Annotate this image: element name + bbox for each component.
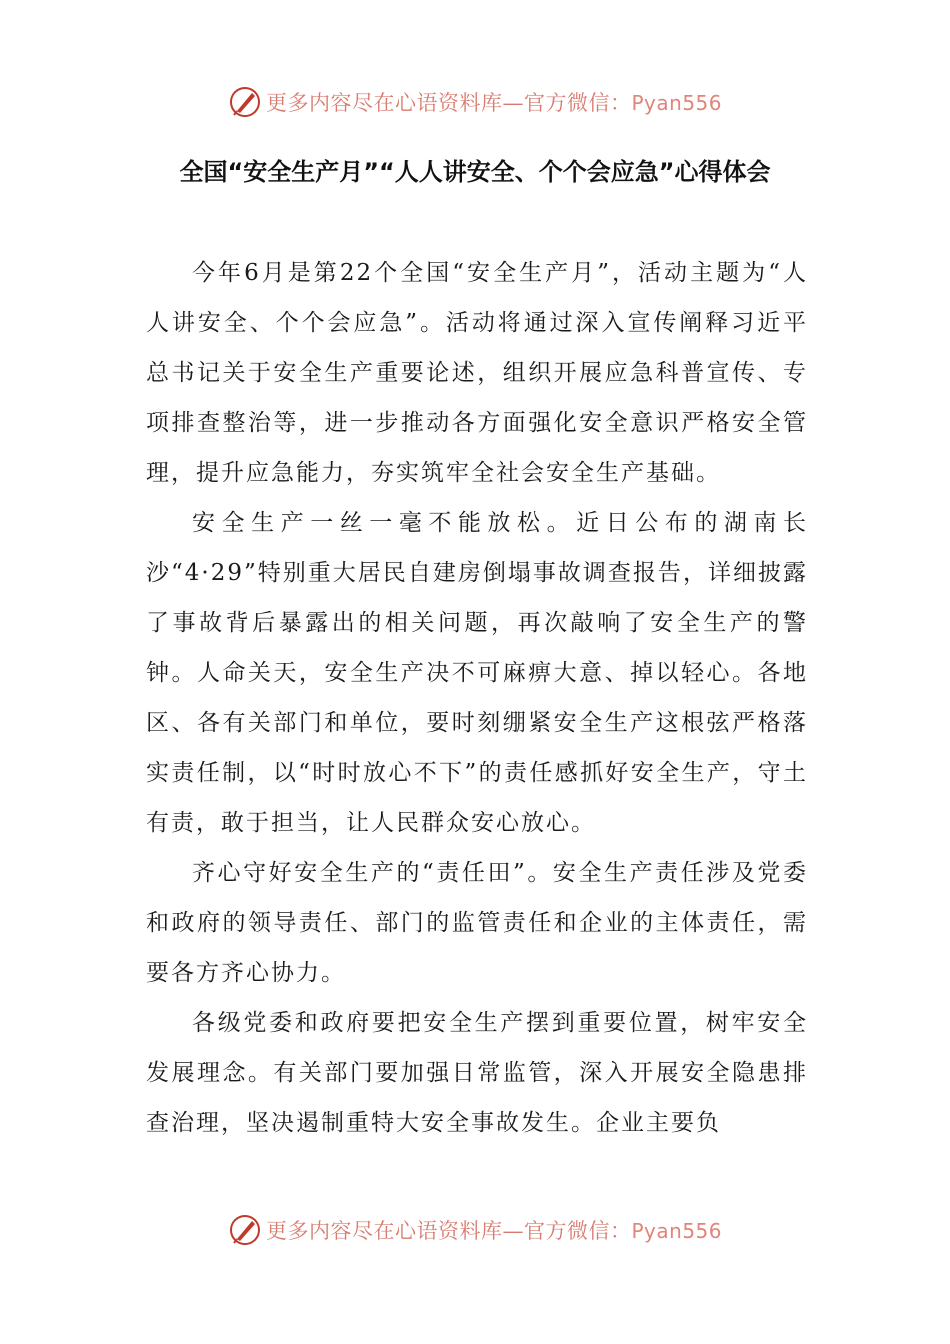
paragraph: 齐心守好安全生产的“责任田”。安全生产责任涉及党委和政府的领导责任、部门的监管责任和企业的主体责任，需要各方齐心协力。 (146, 860, 808, 986)
paragraph: 各级党委和政府要把安全生产摆到重要位置，树牢安全发展理念。有关部门要加强日常监管，深入开展安全隐患排查治理，坚决遏制重特大安全事故发生。企业主要负 (146, 1010, 808, 1136)
document-title: 全国“安全生产月”“人人讲安全、个个会应急”心得体会 (179, 158, 771, 186)
quill-logo-icon (228, 1213, 262, 1247)
header-watermark-banner (0, 82, 950, 122)
banner-text: 更多内容尽在心语资料库—官方微信：Pyan556 (265, 91, 722, 115)
paragraph: 安全生产一丝一毫不能放松。近日公布的湖南长沙“4·29”特别重大居民自建房倒塌事故调查报告，详细披露了事故背后暴露出的相关问题，再次敲响了安全生产的警钟。人命关天，安全生产决不可麻痹大意、掉以轻心。各地区、各有关部门和单位，要时刻绷紧安全生产这根弦严格落实责任制，以“时时放心不下”的责任感抓好安全生产，守土有责，敢于担当，让人民群众安心放心。 (146, 510, 808, 836)
banner-text: 更多内容尽在心语资料库—官方微信：Pyan556 (265, 1219, 722, 1243)
footer-watermark-banner (0, 1210, 950, 1250)
paragraph: 今年6月是第22个全国“安全生产月”，活动主题为“人人讲安全、个个会应急”。活动将通过深入宣传阐释习近平总书记关于安全生产重要论述，组织开展应急科普宣传、专项排查整治等，进一步推动各方面强化安全意识严格安全管理，提升应急能力，夯实筑牢全社会安全生产基础。 (146, 260, 808, 486)
wechat-id: Pyan556 (631, 1219, 722, 1243)
wechat-id: Pyan556 (631, 91, 722, 115)
quill-logo-icon (228, 85, 262, 119)
document-body (146, 248, 808, 1148)
